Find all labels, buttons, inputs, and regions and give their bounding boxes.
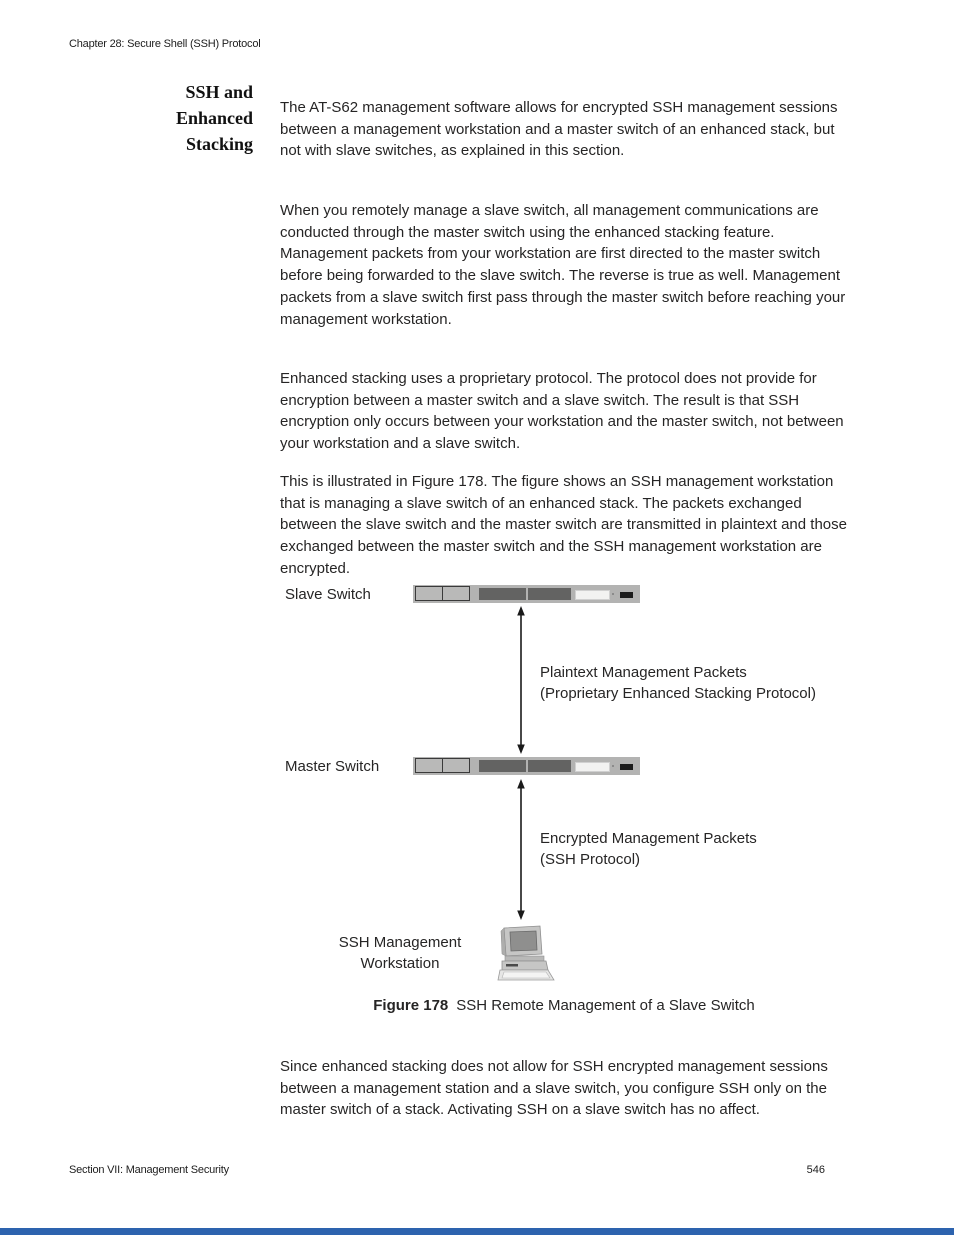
- switch-port: [442, 758, 470, 773]
- switch-panel: [575, 762, 610, 772]
- switch-port: [415, 586, 443, 601]
- paragraph-closing: Since enhanced stacking does not allow for SSH encrypted management sessions between a management station and a slave switch, you configure SSH only on the master switch of a stack. Activating SSH on a slave switch has no affect.: [280, 1058, 828, 1119]
- switch-module: [479, 760, 526, 772]
- paragraph-proprietary-protocol: Enhanced stacking uses a proprietary protocol. The protocol does not provide for encryption between a master switch and a slave switch. The result is that SSH encryption only occurs between your workstation and the master switch, not between your workstation and a slave switch.: [280, 370, 844, 453]
- switch-port: [415, 758, 443, 773]
- footer-page-number: 546: [806, 1164, 825, 1176]
- figure-caption-text: SSH Remote Management of a Slave Switch: [456, 997, 755, 1014]
- master-switch-label: Master Switch: [285, 758, 380, 775]
- footer-section-title: Section VII: Management Security: [69, 1164, 229, 1176]
- switch-power-port: [620, 764, 633, 770]
- switch-module: [528, 588, 571, 600]
- annotation-line: (SSH Protocol): [540, 851, 641, 868]
- encrypted-packets-annotation: [540, 828, 757, 870]
- slave-switch-graphic: [413, 585, 640, 603]
- annotation-line: Plaintext Management Packets: [540, 664, 747, 681]
- annotation-line: Encrypted Management Packets: [540, 830, 757, 847]
- section-heading-line: SSH and: [185, 82, 253, 102]
- workstation-label-line: SSH Management: [338, 934, 462, 951]
- paragraph-remote-manage: When you remotely manage a slave switch, all management communications are conducted through the master switch using the enhanced stacking feature. Management packets from your workstation are first directed to the master switch before being forwarded to the slave switch. The reverse is true as well. Management packets from a slave switch first pass through the master switch before reaching your management workstation.: [280, 202, 846, 328]
- master-switch-graphic: [413, 757, 640, 775]
- switch-power-port: [620, 592, 633, 598]
- encrypted-packets-arrow-icon: [515, 779, 527, 925]
- chapter-header: Chapter 28: Secure Shell (SSH) Protocol: [69, 38, 261, 50]
- section-heading: [80, 79, 253, 157]
- switch-panel: [575, 590, 610, 600]
- figure-caption-number: Figure 178: [373, 997, 449, 1014]
- switch-port: [442, 586, 470, 601]
- paragraph-figure-reference: This is illustrated in Figure 178. The figure shows an SSH management workstation that is managing a slave switch of an enhanced stack. The packets exchanged between the slave switch and the master switch are transmitted in plaintext and those exchanged between the master switch and the SSH management workstation are encrypted.: [280, 473, 847, 577]
- plaintext-packets-arrow-icon: [515, 606, 527, 759]
- bottom-accent-bar: [0, 1228, 954, 1235]
- workstation-label: [310, 932, 490, 974]
- switch-module: [528, 760, 571, 772]
- switch-port-block: [415, 586, 470, 601]
- figure-caption: [280, 997, 848, 1014]
- annotation-line: (Proprietary Enhanced Stacking Protocol): [540, 685, 816, 702]
- plaintext-packets-annotation: [540, 662, 816, 704]
- section-heading-line: Stacking: [185, 134, 253, 154]
- workstation-label-line: Workstation: [360, 955, 440, 972]
- paragraph-intro: The AT-S62 management software allows for encrypted SSH management sessions between a management workstation and a master switch of an enhanced stack, but not with slave switches, as explained in this section.: [280, 99, 838, 160]
- slave-switch-label: Slave Switch: [285, 586, 371, 603]
- switch-module: [479, 588, 526, 600]
- switch-port-block: [415, 758, 470, 773]
- workstation-computer-icon: [494, 922, 558, 989]
- switch-led: [612, 593, 614, 595]
- section-heading-line: Enhanced: [175, 108, 253, 128]
- switch-led: [612, 765, 614, 767]
